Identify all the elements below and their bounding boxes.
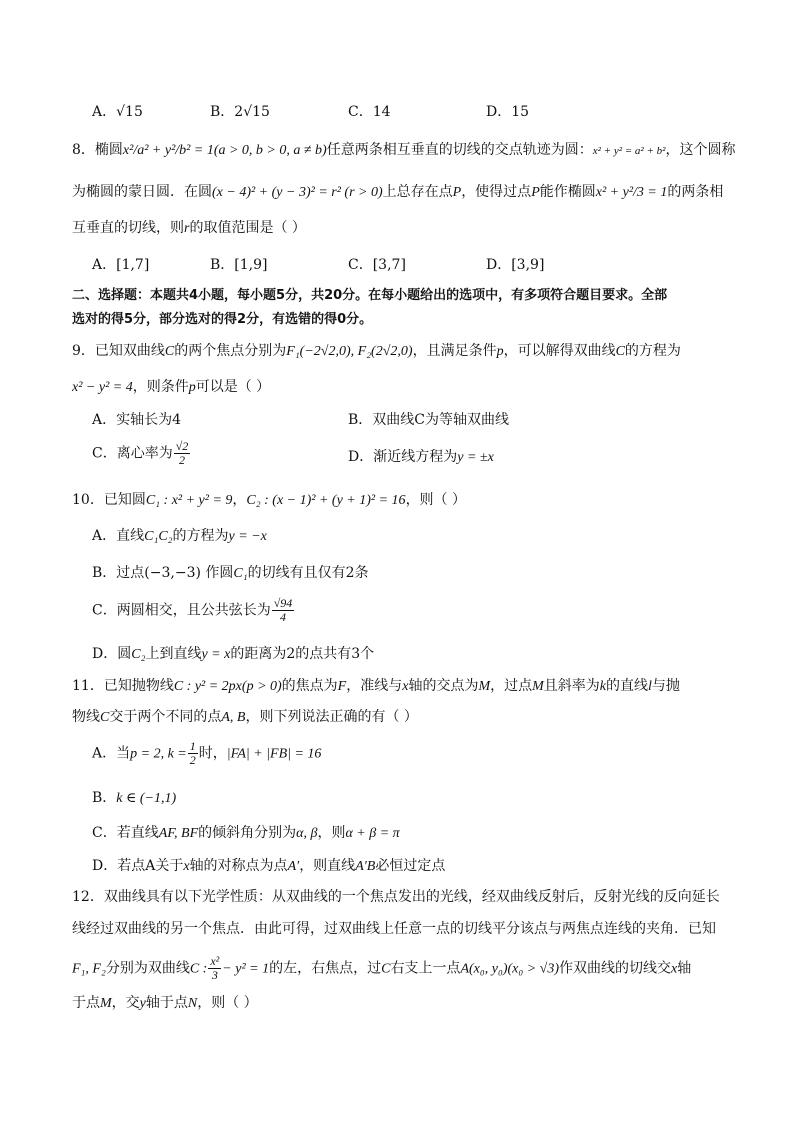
q9-line-2: x² − y² = 4，则条件p可以是（ ）	[72, 379, 271, 395]
q7-option-b: B．2√15	[210, 104, 270, 120]
q11-option-c: C．若直线AF, BF的倾斜角分别为α, β，则α + β = π	[92, 825, 400, 841]
q9-option-b: B．双曲线C为等轴双曲线	[348, 412, 509, 428]
q8-option-b: B．[1,9]	[210, 257, 268, 273]
section-2-heading-line-1: 二、选择题：本题共4小题，每小题5分，共20分。在每小题给出的选项中，有多项符合题目要求。全部	[72, 288, 668, 303]
q10-option-d: D．圆C₂上到直线y = x的距离为2的点共有3个	[92, 646, 375, 662]
q8-option-a: A．[1,7]	[92, 257, 150, 273]
q9-line-1: 9．已知双曲线C的两个焦点分别为F₁(−2√2,0), F₂(2√2,0)，且满足条件p，可以解得双曲线C的方程为	[72, 343, 681, 359]
fraction: $\frac{√2}{2}$	[175, 439, 189, 467]
q8-circle2-eq: (x − 4)² + (y − 3)² = r² (r > 0)	[212, 185, 383, 200]
fraction: $\frac{√94}{4}$	[273, 596, 293, 624]
q9-option-a: A．实轴长为4	[92, 412, 182, 428]
q8-option-c: C．[3,7]	[348, 257, 406, 273]
q9-option-d: D．渐近线方程为y = ±x	[348, 449, 494, 465]
q9-foci: F₁(−2√2,0), F₂(2√2,0)	[286, 344, 413, 359]
q10-option-b: B．过点(−3,−3) 作圆C₁的切线有且仅有2条	[92, 565, 369, 581]
q8-ellipse2-eq: x² + y²/3 = 1	[595, 185, 668, 200]
q10-circle-c1: C₁ : x² + y² = 9	[145, 493, 233, 508]
q11-option-a: A．当p = 2, k = $\frac{1}{2}$ 时，|FA| + |FB| = 16	[92, 739, 322, 767]
q8-circle-eq: x² + y² = a² + b²	[592, 145, 666, 157]
q8-option-d: D．[3,9]	[486, 257, 545, 273]
q7-option-d: D．15	[486, 104, 530, 120]
fraction: $\frac{\text{x²}}{3}$	[210, 954, 220, 982]
q11-line-1: 11．已知抛物线C : y² = 2px(p > 0)的焦点为F，准线与x轴的交点为M，过点M且斜率为k的直线l与抛	[72, 678, 680, 694]
q11-option-d: D．若点A关于x轴的对称点为点A′，则直线A′B必恒过定点	[92, 858, 446, 874]
q12-line-2: 线经过双曲线的另一个焦点．由此可得，过双曲线上任意一点的切线平分该点与两焦点连线的夹角．已知	[72, 921, 716, 937]
q10-option-c: C．两圆相交，且公共弦长为 $\frac{√94}{4}$	[92, 596, 293, 624]
q8-line-2: 为椭圆的蒙日圆．在圆(x − 4)² + (y − 3)² = r² (r > 0)上总存在点P，使得过点P能作椭圆x² + y²/3 = 1的两条相	[72, 184, 724, 200]
q9-equation: x² − y² = 4	[72, 380, 133, 395]
q12-line-1: 12．双曲线具有以下光学性质：从双曲线的一个焦点发出的光线，经双曲线反射后，反射光线的反向延长	[72, 889, 720, 905]
q12-line-4: 于点M，交y轴于点N，则（ ）	[72, 995, 258, 1011]
q8-line-1: 8．椭圆x²/a² + y²/b² = 1(a > 0, b > 0, a ≠ b)任意两条相互垂直的切线的交点轨迹为圆：x² + y² = a² + b²，这个圆称	[72, 142, 736, 158]
q11-option-b: B．k ∈ (−1,1)	[92, 790, 177, 806]
q12-line-3: F₁, F₂分别为双曲线C : $\frac{\text{x²}}{3}$ − y² = 1的左，右焦点，过C右支上一点A(x₀, y₀)(x₀ > √3)作双曲线的切线交x轴	[72, 954, 692, 982]
q10-circle-c2: C₂ : (x − 1)² + (y + 1)² = 16	[246, 493, 406, 508]
q8-line-3: 互垂直的切线，则r的取值范围是（ ）	[72, 220, 306, 236]
q11-line-2: 物线C交于两个不同的点A, B，则下列说法正确的有（ ）	[72, 709, 418, 725]
q7-option-a: A．√15	[92, 104, 143, 120]
q8-ellipse-eq: x²/a² + y²/b² = 1(a > 0, b > 0, a ≠ b)	[122, 143, 327, 158]
fraction: $\frac{1}{2}$	[189, 739, 196, 767]
q9-option-c: C．离心率为 $\frac{√2}{2}$	[92, 439, 189, 467]
q10-line-1: 10．已知圆C₁ : x² + y² = 9，C₂ : (x − 1)² + (y + 1)² = 16，则（ ）	[72, 492, 467, 508]
section-2-heading-line-2: 选对的得5分，部分选对的得2分，有选错的得0分。	[72, 312, 373, 327]
q10-option-a: A．直线C₁C₂的方程为y = −x	[92, 528, 267, 544]
q11-parabola-eq: C : y² = 2px(p > 0)	[173, 679, 282, 694]
q7-option-c: C．14	[348, 104, 391, 120]
